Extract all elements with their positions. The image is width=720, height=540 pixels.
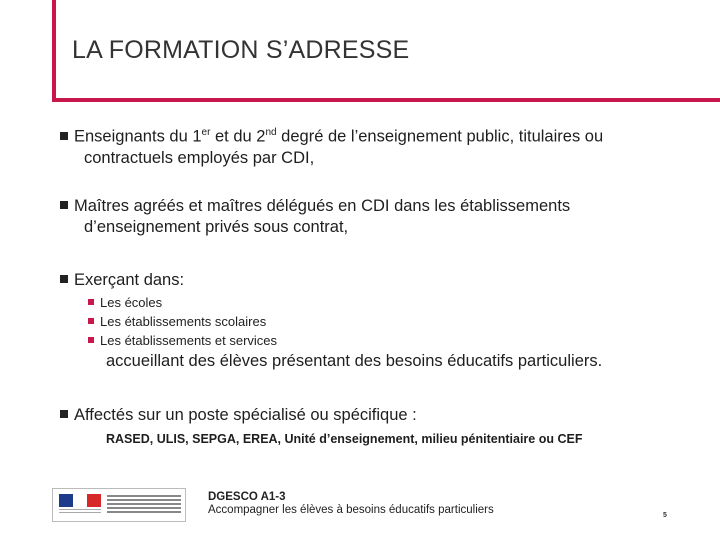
bullet-square-icon [60,201,68,209]
bullet-maitres: Maîtres agréés et maîtres délégués en CDI dans les établissements d’enseignement privés sous contrat, [60,196,700,238]
ministry-name-lines [107,493,181,515]
sub-bullet-item: Les écoles [88,293,277,312]
footer-department: DGESCO A1-3 [208,491,286,503]
bullet-enseignants: Enseignants du 1er et du 2nd degré de l’enseignement public, titulaires ou contractuels employés par CDI, [60,122,700,169]
bullet-exercant: Exerçant dans: [60,270,700,291]
bullet-square-icon [60,132,68,140]
bullet-enseignants-cont: contractuels employés par CDI, [84,148,315,167]
bullet-square-icon [60,410,68,418]
ministry-logo [52,488,186,522]
footer-subtitle: Accompagner les élèves à besoins éducatifs particuliers [208,504,494,516]
bullet-square-icon [60,275,68,283]
marianne-caption-lines [59,509,101,515]
french-flag-icon [59,494,101,507]
bullet-affectes: Affectés sur un poste spécialisé ou spécifique : [60,405,700,426]
sub-bullet-square-icon [88,318,94,324]
sub-bullet-item: Les établissements et services [88,331,277,350]
sub-bullet-square-icon [88,299,94,305]
sub-bullet-item: Les établissements scolaires [88,312,277,331]
footer [208,491,494,517]
sub-bullet-list [88,293,277,350]
specialized-posts-text: RASED, ULIS, SEPGA, EREA, Unité d’enseignement, milieu pénitentiaire ou CEF [106,432,583,446]
accueillant-text: accueillant des élèves présentant des besoins éducatifs particuliers. [106,352,603,370]
sub-bullet-square-icon [88,337,94,343]
page-number: 5 [663,512,667,519]
slide-title: LA FORMATION S’ADRESSE [72,36,410,64]
